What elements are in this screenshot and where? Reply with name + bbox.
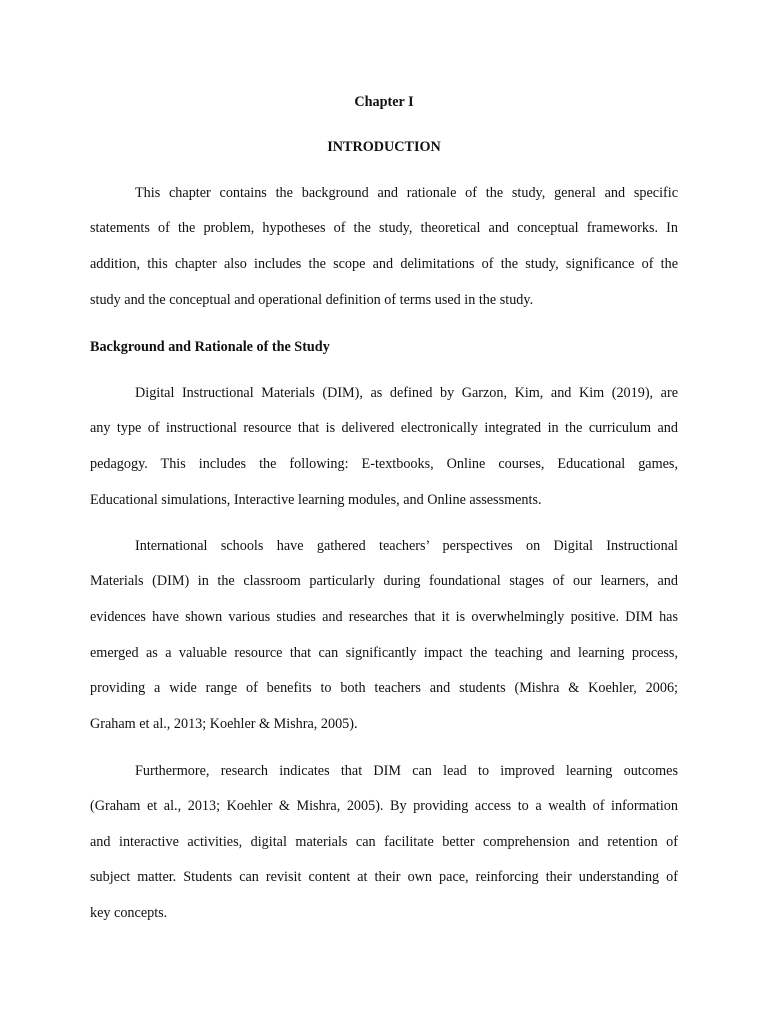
paragraph-line: any type of instructional resource that is delivered electronically integrated in the curriculum and (90, 420, 678, 436)
paragraph-line: addition, this chapter also includes the scope and delimitations of the study, significance of the (90, 256, 678, 272)
paragraph-line: emerged as a valuable resource that can significantly impact the teaching and learning process, (90, 645, 678, 661)
paragraph-line: key concepts. (90, 905, 168, 921)
paragraph-line: study and the conceptual and operational definition of terms used in the study. (90, 292, 534, 308)
paragraph-line: evidences have shown various studies and researches that it is overwhelmingly positive. DIM has (90, 609, 678, 625)
paragraph-line: This chapter contains the background and rationale of the study, general and specific (135, 185, 678, 201)
paragraph-line: International schools have gathered teachers’ perspectives on Digital Instructional (135, 538, 678, 554)
paragraph-line: and interactive activities, digital materials can facilitate better comprehension and retention of (90, 834, 678, 850)
paragraph-line: providing a wide range of benefits to both teachers and students (Mishra & Koehler, 2006; (90, 680, 678, 696)
paragraph-line: Materials (DIM) in the classroom particularly during foundational stages of our learners, and (90, 573, 678, 589)
paragraph-line: statements of the problem, hypotheses of the study, theoretical and conceptual frameworks. In (90, 220, 678, 236)
chapter-label: Chapter I (354, 94, 414, 110)
section-heading: Background and Rationale of the Study (90, 339, 330, 355)
paragraph-line: (Graham et al., 2013; Koehler & Mishra, 2005). By providing access to a wealth of information (90, 798, 678, 814)
paragraph-line: pedagogy. This includes the following: E-textbooks, Online courses, Educational games, (90, 456, 678, 472)
paragraph-line: Digital Instructional Materials (DIM), as defined by Garzon, Kim, and Kim (2019), are (135, 385, 678, 401)
paragraph-line: Furthermore, research indicates that DIM can lead to improved learning outcomes (135, 763, 678, 779)
paragraph-line: subject matter. Students can revisit content at their own pace, reinforcing their understanding of (90, 869, 678, 885)
chapter-title: INTRODUCTION (327, 139, 441, 155)
paragraph-line: Educational simulations, Interactive learning modules, and Online assessments. (90, 492, 542, 508)
paragraph-line: Graham et al., 2013; Koehler & Mishra, 2005). (90, 716, 358, 732)
